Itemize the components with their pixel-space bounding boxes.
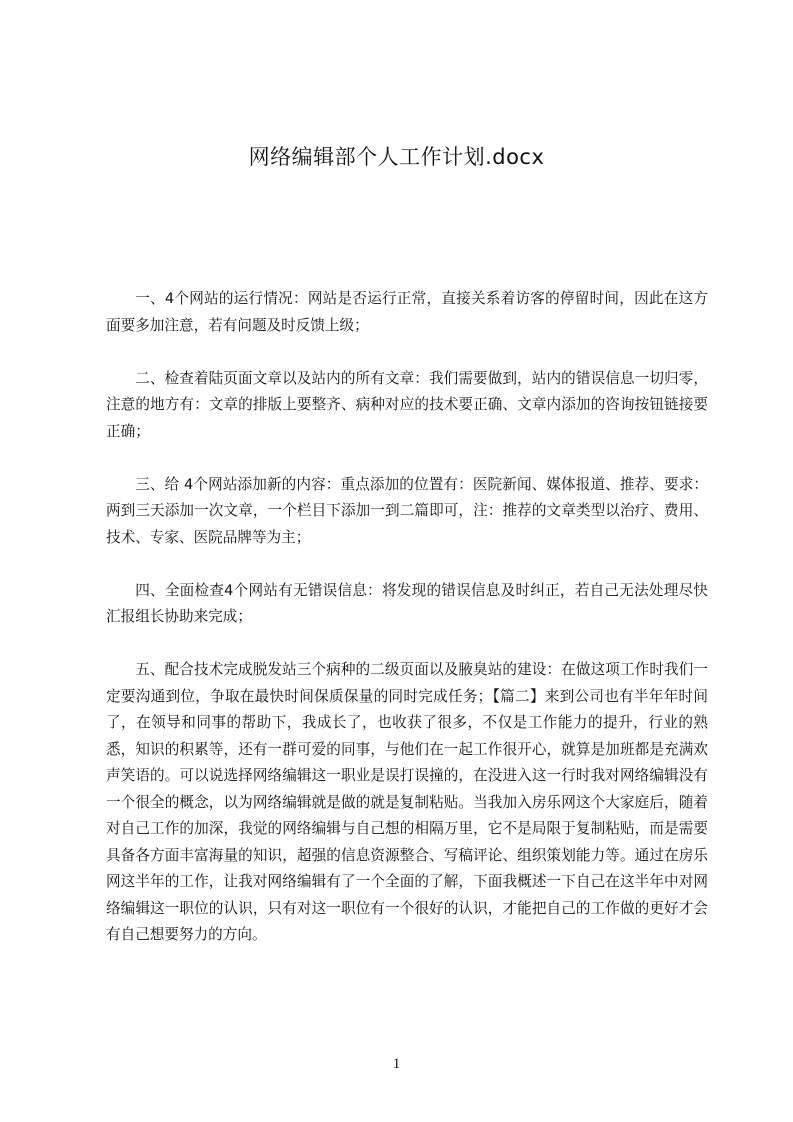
paragraph-2: 二、检查着陆页面文章以及站内的所有文章：我们需要做到，站内的错误信息一切归零，注意的地方有：文章的排版上要整齐、病种对应的技术要正确、文章内添加的咨询按钮链接要正确； (106, 369, 708, 440)
document-title: 网络编辑部个人工作计划.docx (248, 145, 545, 169)
paragraph-5: 五、配合技术完成脱发站三个病种的二级页面以及腋臭站的建设：在做这项工作时我们一定要沟通到位，争取在最快时间保质保量的同时完成任务；【篇二】来到公司也有半年年时间了，在领导和同事的帮助下，我成长了，也收获了很多，不仅是工作能力的提升，行业的熟悉，知识的积累等，还有一群可爱的同事，与他们在一起工作很开心，就算是加班都是充满欢声笑语的。可以说选择网络编辑这一职业是误打误撞的，在没进入这一行时我对网络编辑没有一个很全的概念，以为网络编辑就是做的就是复制粘贴。当我加入房乐网这个大家庭后，随着对自己工作的加深，我觉的网络编辑与自己想的相隔万里，它不是局限于复制粘贴，而是需要具备各方面丰富海量的知识，超强的信息资源整合、写稿评论、组织策划能力等。通过在房乐网这半年的工作，让我对网络编辑有了一个全面的了解，下面我概述一下自己在这半年中对网络编辑这一职位的认识，只有对这一职位有一个很好的认识，才能把自己的工作做的更好才会有自己想要努力的方向。 (106, 661, 708, 943)
paragraph-1: 一、4个网站的运行情况：网站是否运行正常，直接关系着访客的停留时间，因此在这方面要多加注意，若有问题及时反馈上级； (106, 290, 708, 334)
document-body (106, 286, 708, 949)
paragraph-4: 四、全面检查4个网站有无错误信息：将发现的错误信息及时纠正，若自己无法处理尽快汇报组长协助来完成； (106, 581, 708, 625)
page-number: 1 (392, 1056, 401, 1072)
paragraph-3: 三、给 4个网站添加新的内容：重点添加的位置有：医院新闻、媒体报道、推荐、要求：两到三天添加一次文章，一个栏目下添加一到二篇即可，注：推荐的文章类型以治疗、费用、技术、专家、医院品牌等为主； (106, 475, 708, 546)
